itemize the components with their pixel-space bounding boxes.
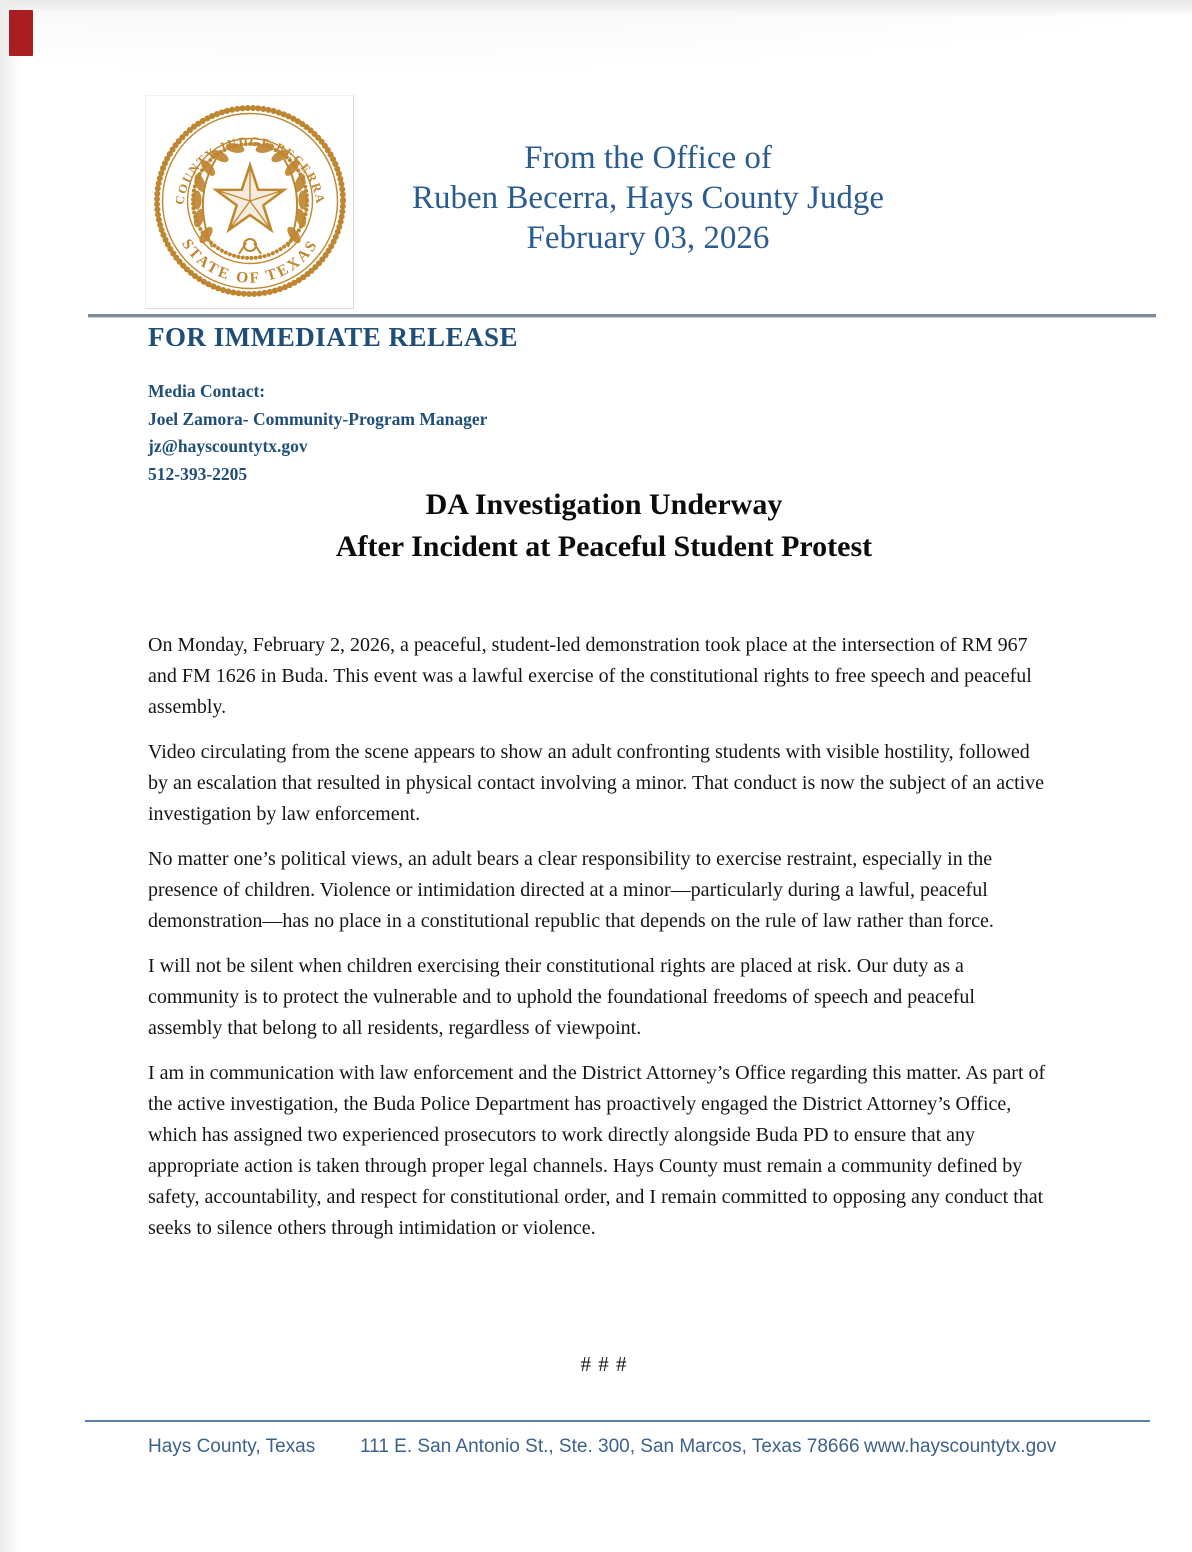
letterhead (352, 138, 944, 258)
page-title-line1: DA Investigation Underway (425, 488, 783, 521)
media-contact-name: Joel Zamora- Community-Program Manager (148, 408, 488, 429)
seal-ribbon-icon (239, 243, 261, 254)
footer (0, 1436, 1192, 1462)
county-seal (145, 95, 354, 309)
page-title-line2: After Incident at Peaceful Student Protest (335, 530, 873, 563)
letterhead-line1: From the Office of (524, 140, 772, 176)
body-text (148, 630, 1048, 1258)
county-seal-graphic (150, 99, 350, 303)
body-paragraph: On Monday, February 2, 2026, a peaceful, student-led demonstration took place at the intersection of RM 967 and FM 1626 in Buda. This event was a lawful exercise of the constitutional rights to free speech and peaceful assembly. (148, 634, 1032, 718)
page-title (148, 484, 1060, 568)
end-mark: # # # (580, 1352, 628, 1376)
letterhead-date: February 03, 2026 (526, 220, 770, 256)
media-contact-label: Media Contact: (148, 381, 266, 401)
body-paragraph: Video circulating from the scene appears to show an adult confronting students with visible hostility, followed by an escalation that resulted in physical contact involving a minor. That conduct is now the subject of an active investigation by law enforcement. (148, 741, 1045, 825)
seal-top-text: COUNTY JUDGE BECERRA (171, 134, 328, 206)
footer-website: www.hayscountytx.gov (864, 1436, 1057, 1457)
letterhead-line2: Ruben Becerra, Hays County Judge (412, 180, 884, 216)
media-contact-email: jz@hayscountytx.gov (148, 436, 308, 456)
media-contact-block (148, 378, 487, 488)
body-paragraph: I will not be silent when children exercising their constitutional rights are placed at risk. Our duty as a community is to protect the vulnerable and to uphold the foundational freedoms of speech and peaceful assembly that belong to all residents, regardless of viewpoint. (148, 955, 975, 1039)
media-contact-phone: 512-393-2205 (148, 463, 248, 484)
red-marker (9, 10, 33, 56)
footer-address: 111 E. San Antonio St., Ste. 300, San Marcos, Texas 78666 (360, 1436, 860, 1457)
release-label: FOR IMMEDIATE RELEASE (148, 322, 519, 352)
body-paragraph: No matter one’s political views, an adult bears a clear responsibility to exercise restraint, especially in the presence of children. Violence or intimidation directed at a minor—particularly during a lawful, peaceful demonstration—has no place in a constitutional republic that depends on the rule of law rather than force. (148, 848, 994, 932)
seal-bottom-text: STATE OF TEXAS (177, 235, 322, 287)
footer-divider (85, 1420, 1150, 1422)
page-edge-left (0, 0, 22, 1552)
footer-org: Hays County, Texas (148, 1436, 316, 1457)
header-divider (88, 314, 1156, 318)
body-paragraph: I am in communication with law enforcement and the District Attorney’s Office regarding this matter. As part of the active investigation, the Buda Police Department has proactively engaged the District Attorney’s Office, which has assigned two experienced prosecutors to work directly alongside Buda PD to ensure that any appropriate action is taken through proper legal channels. Hays County must remain a community defined by safety, accountability, and respect for constitutional order, and I remain committed to opposing any conduct that seeks to silence others through intimidation or violence. (148, 1062, 1046, 1239)
